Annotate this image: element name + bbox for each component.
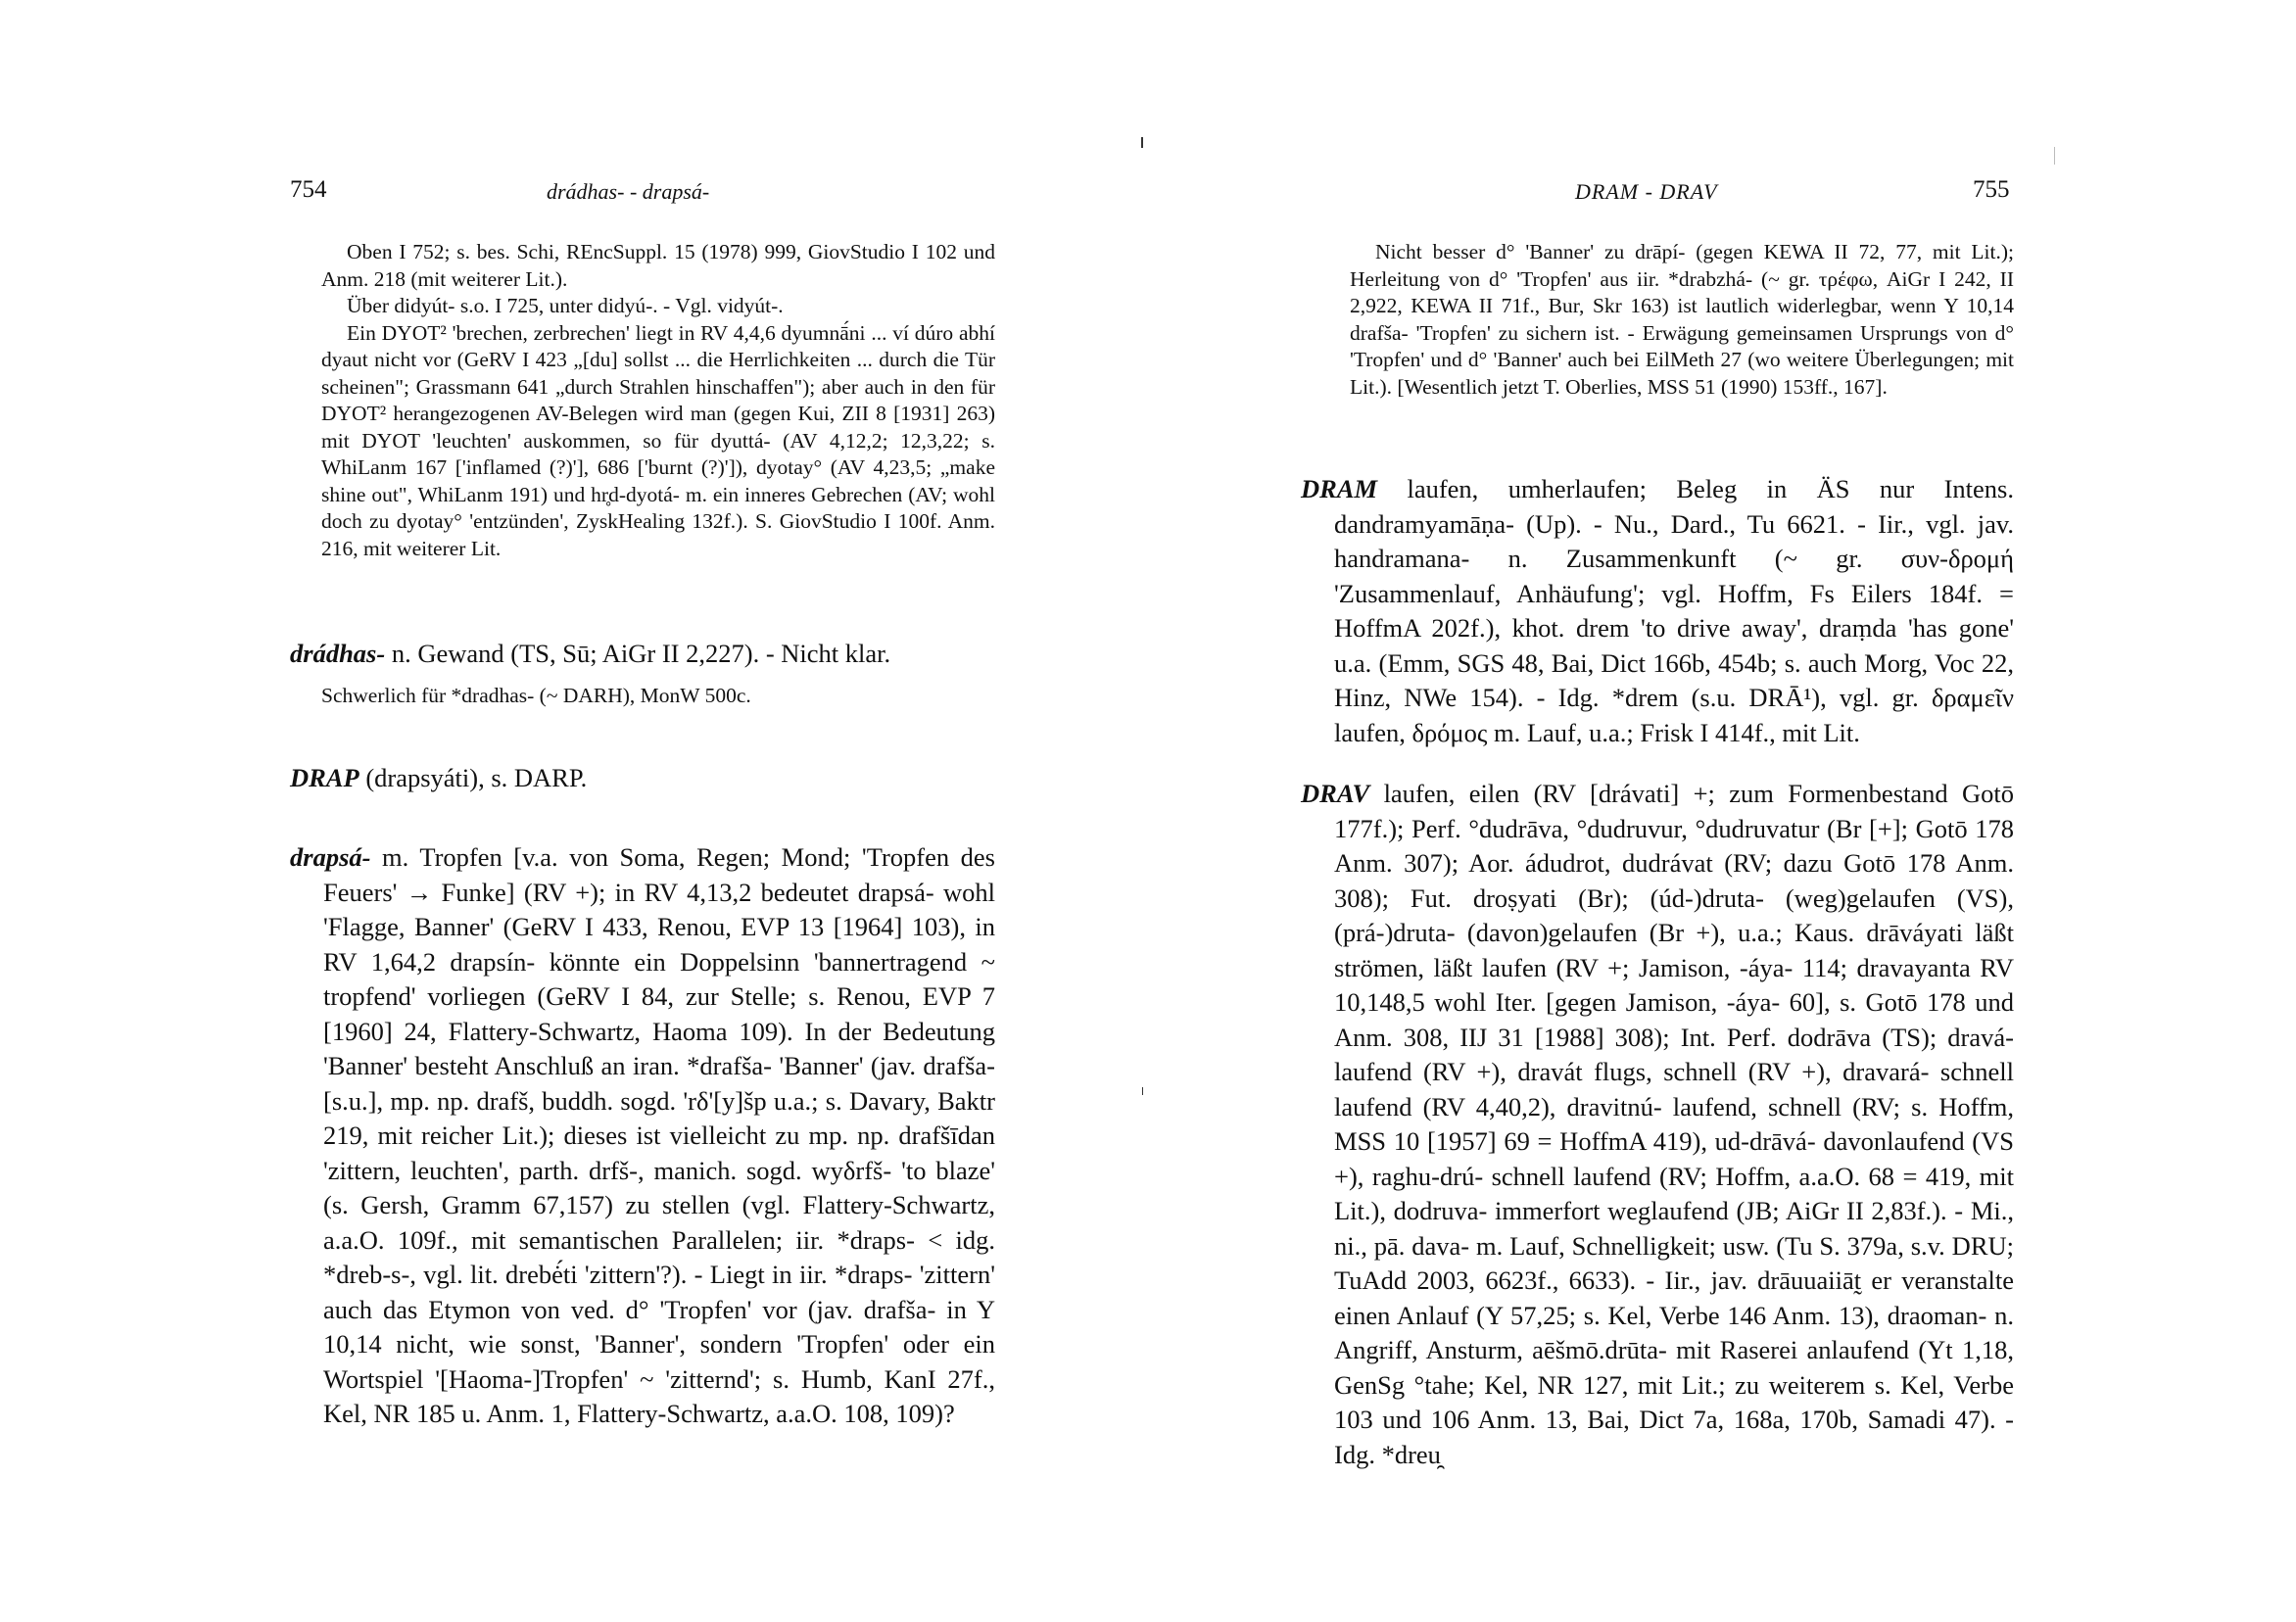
entry-drap <box>290 761 995 796</box>
left-running-head: drádhas- - drapsá- <box>547 179 710 204</box>
entry-dradhas-note <box>321 683 995 710</box>
entry-dradhas <box>290 637 995 672</box>
gutter-mark <box>1142 1087 1143 1095</box>
right-page-number: 755 <box>1973 176 2010 203</box>
entry-text: n. Gewand (TS, Sū; AiGr II 2,227). - Nicht klar. <box>385 639 891 668</box>
entry-text: m. Tropfen [v.a. von Soma, Regen; Mond; 'Tropfen des Feuers' → Funke] (RV +); in RV 4,13,2 bedeutet drapsá- wohl 'Flagge, Banner' (GeRV I 433, Renou, EVP 13 [1964] 103), in RV 1,64,2 drapsín- könnte ein Doppelsinn 'bannertragend ~ tropfend' vorliegen (GeRV I 84, zur Stelle; s. Renou, EVP 7 [1960] 24, Flattery-Schwartz, Haoma 109). In der Bedeutung 'Banner' besteht Anschluß an iran. *drafša- 'Banner' (jav. drafša- [s.u.], mp. np. drafš, buddh. sogd. 'rδ'[y]šp u.a.; s. Davary, Baktr 219, mit reicher Lit.); dieses ist vielleicht zu mp. np. drafšīdan 'zittern, leuchten', parth. drfš-, manich. sogd. wyδrfš- 'to blaze' (s. Gersh, Gramm 67,157) zu stellen (vgl. Flattery-Schwartz, a.a.O. 109f., mit semantischen Parallelen; iir. *draps- < idg. *dreb-s-, vgl. lit. drebė́ti 'zittern'?). - Liegt in iir. *draps- 'zittern' auch das Etymon von ved. d° 'Tropfen' vor (jav. drafša- in Y 10,14 nicht, wie sonst, 'Banner', sondern 'Tropfen' oder ein Wortspiel '[Haoma-]Tropfen' ~ 'zitternd'; s. Humb, KanI 27f., Kel, NR 185 u. Anm. 1, Flattery-Schwartz, a.a.O. 108, 109)? <box>323 842 995 1428</box>
entry-drav <box>1301 777 2014 1472</box>
headword: DRAV <box>1301 779 1370 808</box>
note-paragraph: Oben I 752; s. bes. Schi, REncSuppl. 15 (1978) 999, GiovStudio I 102 und Anm. 218 (mit weiterer Lit.). <box>321 240 995 291</box>
entry-dram <box>1301 472 2014 750</box>
gutter-mark <box>1141 137 1143 148</box>
note-paragraph: Schwerlich für *dradhas- (~ DARH), MonW 500c. <box>321 684 751 707</box>
entry-text: laufen, eilen (RV [drávati] +; zum Formenbestand Gotō 177f.); Perf. °dudrāva, °dudruvur, °dudruvatur (Br [+]; Gotō 178 Anm. 307); Aor. ádudrot, dudrávat (RV; dazu Gotō 178 Anm. 308); Fut. droṣyati (Br); (úd-)druta- (weg)gelaufen (VS), (prá-)druta- (davon)gelaufen (Br +), u.a.; Kaus. drāváyati läßt strömen, läßt laufen (RV +; Jamison, -áya- 114; dravayanta RV 10,148,5 wohl Iter. [gegen Jamison, -áya- 60], s. Gotō 178 und Anm. 308, IIJ 31 [1988] 308); Int. Perf. dodrāva (TS); dravá- laufend (RV +), dravát flugs, schnell (RV +), dravará- schnell laufend (RV 4,40,2), dravitnú- laufend, schnell (RV; s. Hoffm, MSS 10 [1957] 69 = HoffmA 419), ud-drāvá- davonlaufend (VS +), raghu-drú- schnell laufend (RV; Hoffm, a.a.O. 68 = 419, mit Lit.), dodruva- immerfort weglaufend (JB; AiGr II 2,83f.). - Mi., ni., pā. dava- m. Lauf, Schnelligkeit; usw. (Tu S. 379a, s.v. DRU; TuAdd 2003, 6623f., 6633). - Iir., jav. drāuuaiiāt̰ er veranstalte einen Anlauf (Y 57,25; s. Kel, Verbe 146 Anm. 13), draoman- n. Angriff, Ansturm, aēšmō.drūta- mit Raserei anlaufend (Yt 1,18, GenSg °tahe; Kel, NR 127, mit Lit.; zu weiterem s. Kel, Verbe 103 und 106 Anm. 13, Bai, Dict 7a, 168a, 170b, Samadi 47). - Idg. *dreu̯ <box>1334 779 2014 1469</box>
entry-text: laufen, umherlaufen; Beleg in ÄS nur Intens. dandramyamāṇa- (Up). - Nu., Dard., Tu 6621. - Iir., vgl. jav. handramana- n. Zusammenkunft (~ gr. συν-δρομή 'Zusammenlauf, Anhäufung'; vgl. Hoffm, Fs Eilers 184f. = HoffmA 202f.), khot. drem 'to drive away', draṃda 'has gone' u.a. (Emm, SGS 48, Bai, Dict 166b, 454b; s. auch Morg, Voc 22, Hinz, NWe 154). - Idg. *drem (s.u. DRĀ¹), vgl. gr. δραμεῖν laufen, δρόμος m. Lauf, u.a.; Frisk I 414f., mit Lit. <box>1334 474 2014 747</box>
headword: drapsá- <box>290 842 371 872</box>
note-paragraph: Ein DYOT² 'brechen, zerbrechen' liegt in RV 4,4,6 dyumnā́ni ... ví dúro abhí dyaut nicht vor (GeRV I 423 „[du] sollst ... die Herrlichkeiten ... durch die Tür scheinen"; Grassmann 641 „durch Strahlen hinschaffen"); aber auch in den für DYOT² herangezogenen AV-Belegen wird man (gegen Kui, ZII 8 [1931] 263) mit DYOT 'leuchten' auskommen, so für dyuttá- (AV 4,12,2; 12,3,22; s. WhiLanm 167 ['inflamed (?)'], 686 ['burnt (?)']), dyotay° (AV 4,23,5; „make shine out", WhiLanm 191) und hr̥d-dyotá- m. ein inneres Gebrechen (AV; wohl doch zu dyotay° 'entzünden', ZyskHealing 132f.). S. GiovStudio I 100f. Anm. 216, mit weiterer Lit. <box>321 320 995 560</box>
left-top-note <box>321 239 995 562</box>
right-page <box>1148 0 2296 1622</box>
left-page-number: 754 <box>290 176 327 203</box>
entry-text: (drapsyáti), s. DARP. <box>359 763 588 792</box>
headword: drádhas- <box>290 639 386 668</box>
headword: DRAP <box>290 763 359 792</box>
note-paragraph: Nicht besser d° 'Banner' zu drāpí- (gegen KEWA II 72, 77, mit Lit.); Herleitung von d° 'Tropfen' aus iir. *drabzhá- (~ gr. τρέφω, AiGr I 242, II 2,922, KEWA II 71f., Bur, Skr 163) ist lautlich widerlegbar, wenn Y 10,14 drafša- 'Tropfen' zu sichern ist. - Erwägung gemeinsamen Ursprungs von d° 'Tropfen' und d° 'Banner' auch bei EilMeth 27 (wo weitere Überlegungen; mit Lit.). [Wesentlich jetzt T. Oberlies, MSS 51 (1990) 153ff., 167]. <box>1350 240 2014 399</box>
note-paragraph: Über didyút- s.o. I 725, unter didyú-. - Vgl. vidyút-. <box>347 294 784 317</box>
entry-drapsa <box>290 840 995 1432</box>
headword: DRAM <box>1301 474 1378 503</box>
right-running-head: DRAM - DRAV <box>1575 179 1718 204</box>
right-top-note <box>1350 239 2014 401</box>
